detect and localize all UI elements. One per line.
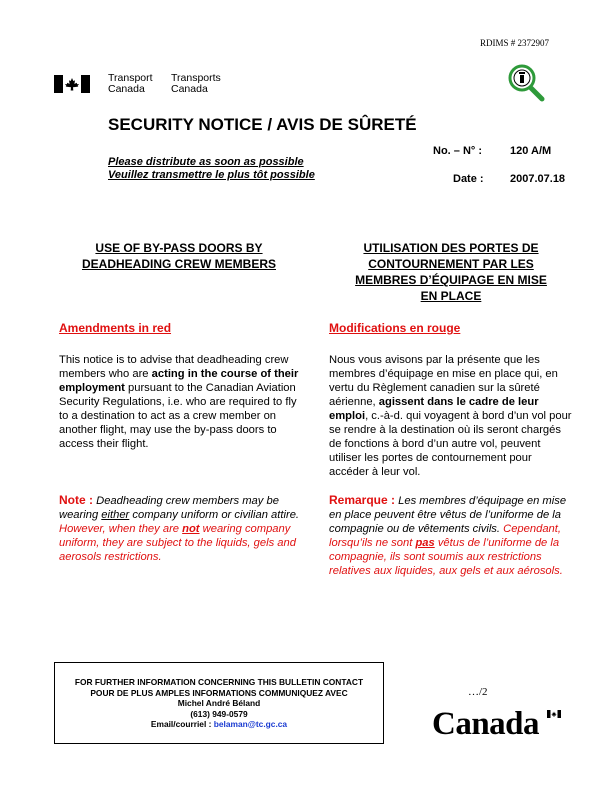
- canada-wordmark: Canada: [432, 706, 540, 742]
- contact-box: FOR FURTHER INFORMATION CONCERNING THIS BULLETIN CONTACT POUR DE PLUS AMPLES INFORMATIONS COMMUNIQUEZ AVEC Michel André Béland (613) 949-0579 Email/courriel : belaman@tc.gc.ca: [54, 662, 384, 744]
- date-value: 2007.07.18: [510, 173, 566, 185]
- distribution-instruction: Please distribute as soon as possible Veuillez transmettre le plus tôt possible: [108, 156, 315, 181]
- department-name-en: Transport Canada: [108, 72, 153, 95]
- date-label: Date :: [453, 173, 484, 185]
- canada-flag-icon: [54, 75, 90, 93]
- english-heading: USE OF BY-PASS DOORS BY DEADHEADING CREW MEMBERS: [81, 241, 276, 271]
- notice-number-label: No. – N° :: [433, 145, 483, 157]
- english-paragraph: This notice is to advise that deadheading crew members who are acting in the course of their employment pursuant to the Canadian Aviation Security Regulations, i.e. who are required to fly to a destination to act as a crew member on another flight, may use the by-pass doors to access their flight.: [59, 354, 299, 450]
- wordmark-flag-icon: [547, 710, 561, 718]
- department-name-fr: Transports Canada: [171, 72, 221, 95]
- page-continuation: …/2: [468, 686, 488, 698]
- english-note: Note : Deadheading crew members may be wearing either company uniform or civilian attire. However, when they are not wearing company uniform, they are subject to the liquids, gels and aerosols restrictions.: [59, 493, 300, 563]
- magnifier-info-icon: [506, 63, 546, 103]
- page-title: SECURITY NOTICE / AVIS DE SÛRETÉ: [108, 115, 417, 134]
- notice-number-value: 120 A/M: [510, 145, 552, 157]
- french-note: Remarque : Les membres d’équipage en mise en place peuvent être vêtus de l’uniforme de la compagnie ou de vêtements civils. Cependant, lorsqu’ils ne sont pas vêtus de l’uniforme de la compagnie, ils sont soumis aux restrictions relatives aux liquides, aux gels et aux aérosols.: [329, 493, 567, 577]
- french-paragraph: Nous vous avisons par la présente que les membres d’équipage en mise en place qui, en vertu du Règlement canadien sur la sûreté aérienne, agissent dans le cadre de leur emploi, c.-à-d. qui voyagent à bord d’un vol pour se rendre à la destination où ils seront chargés de fonctions à bord d’un autre vol, peuvent utiliser les portes de contournement pour accéder à leur vol.: [329, 354, 572, 478]
- rdims-number: RDIMS # 2372907: [480, 38, 550, 48]
- french-heading: UTILISATION DES PORTES DE CONTOURNEMENT PAR LES MEMBRES D’ÉQUIPAGE EN MISE EN PLACE: [355, 241, 547, 303]
- contact-email-link[interactable]: belaman@tc.gc.ca: [213, 719, 288, 729]
- amendments-note-fr: Modifications en rouge: [329, 321, 461, 335]
- amendments-note-en: Amendments in red: [59, 321, 172, 335]
